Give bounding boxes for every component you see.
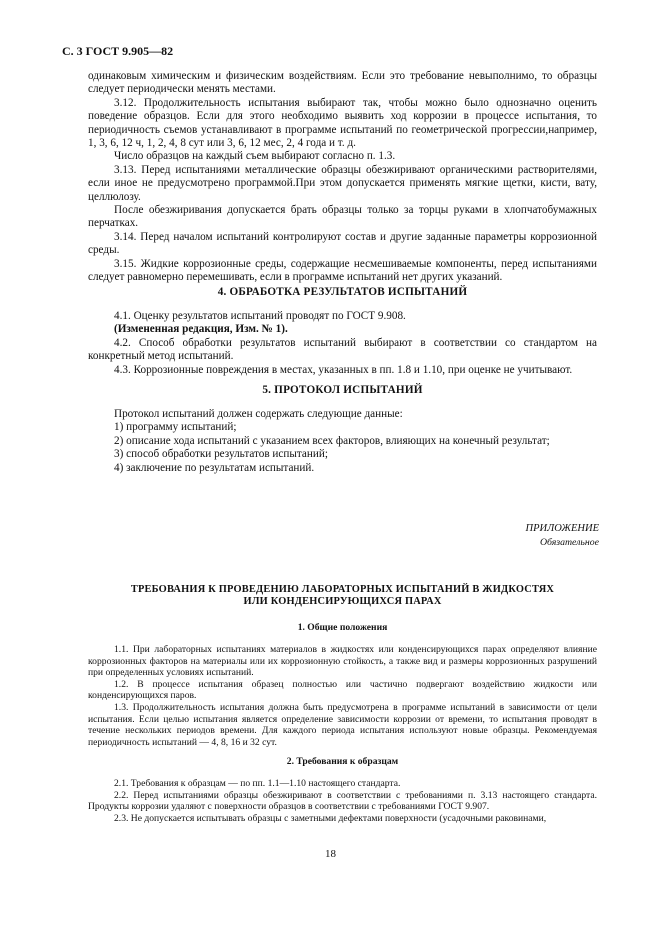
appendix-section2-title: 2. Требования к образцам: [286, 756, 399, 767]
appendix-title-line: ИЛИ КОНДЕНСИРУЮЩИХСЯ ПАРАХ: [243, 596, 442, 607]
section4-title: 4. ОБРАБОТКА РЕЗУЛЬТАТОВ ИСПЫТАНИЙ: [217, 286, 468, 298]
section5-title: 5. ПРОТОКОЛ ИСПЫТАНИЙ: [262, 384, 423, 396]
paragraph-3-15: 3.15. Жидкие коррозионные среды, содержащие несмешиваемые компоненты, перед испытаниями следует равномерно перемешивать, если в программе испытаний нет других указаний.: [88, 257, 597, 284]
appendix-section2-body: [88, 778, 597, 824]
paragraph-3-12: 3.12. Продолжительность испытания выбирают так, чтобы можно было однозначно оценить поведение образцов. Если для этого необходимо выявить ход коррозии в процессе испытания, то периодичность съемов устанавливают в программе испытаний по геометрической прогрессии,например, 1, 3, 6, 12 ч, 1, 2, 4, 8 сут или 3, 6, 12 мес, 2, 4 года и т. д.: [88, 96, 597, 150]
paragraph: После обезжиривания допускается брать образцы только за торцы руками в хлопчатобумажных перчатках.: [88, 204, 597, 230]
list-item: 2) описание хода испытаний с указанием всех факторов, влияющих на конечный результат;: [114, 434, 550, 447]
list-item: 1) программу испытаний;: [114, 421, 237, 434]
paragraph-2-2: 2.2. Перед испытаниями образцы обезжиривают в соответствии с требованиями п. 3.13 настоящего стандарта. Продукты коррозии удаляют с поверхности образцов в соответствии с требованиями ГОСТ 9.907.: [88, 789, 597, 813]
section4-body: [88, 310, 597, 377]
appendix-status: Обязательное: [539, 537, 599, 548]
paragraph-4-3: 4.3. Коррозионные повреждения в местах, указанных в пп. 1.8 и 1.10, при оценке не учитывают.: [114, 363, 573, 376]
paragraph-3-13: 3.13. Перед испытаниями металлические образцы обезжиривают органическими растворителями, если иное не предусмотрено программой.При этом допускается применять мягкие щетки, кисти, вату, целлюлозу.: [88, 163, 597, 203]
paragraph-1-2: 1.2. В процессе испытания образец полностью или частично подвергают воздействию жидкости или конденсирующихся паров.: [88, 678, 597, 702]
list-item: 4) заключение по результатам испытаний.: [114, 461, 315, 474]
paragraph-3-14: 3.14. Перед началом испытаний контролируют состав и другие заданные параметры коррозионной среды.: [88, 230, 597, 257]
list-item: 3) способ обработки результатов испытаний;: [114, 448, 328, 461]
page-number: 18: [325, 848, 336, 860]
paragraph-4-2: 4.2. Способ обработки результатов испытаний выбирают в соответствии со стандартом на конкретный метод испытаний.: [88, 336, 597, 363]
appendix-label: ПРИЛОЖЕНИЕ: [525, 523, 599, 534]
paragraph-4-1: 4.1. Оценку результатов испытаний проводят по ГОСТ 9.908.: [114, 310, 406, 322]
appendix-title: [88, 584, 597, 608]
amendment-note: (Измененная редакция, Изм. № 1).: [114, 323, 288, 336]
paragraph: одинаковым химическим и физическим воздействиям. Если это требование невыполнимо, то образцы следует периодически менять местами.: [88, 70, 597, 96]
paragraph-1-1: 1.1. При лабораторных испытаниях материалов в жидкостях или конденсирующихся парах определяют влияние коррозионных факторов на материалы или их коррозионную стойкость, а также вид и размеры коррозионных разрушений при определенных условиях испытаний.: [88, 644, 597, 679]
appendix-title-line: ТРЕБОВАНИЯ К ПРОВЕДЕНИЮ ЛАБОРАТОРНЫХ ИСПЫТАНИЙ В ЖИДКОСТЯХ: [130, 584, 555, 595]
section3-continuation: [88, 70, 597, 285]
section5-body: [88, 408, 597, 475]
paragraph-1-3: 1.3. Продолжительность испытания должна быть предусмотрена в программе испытаний в зависимости от цели испытания. Если целью испытания является определение зависимости коррозии от времени, то испытания проводят в течение нескольких периодов времени. Для каждого периода испытания используют новые образцы. Рекомендуемая периодичность испытаний — 4, 8, 16 и 32 сут.: [88, 701, 597, 748]
paragraph-2-3: 2.3. Не допускается испытывать образцы с заметными дефектами поверхности (усадочными раковинами,: [114, 812, 547, 824]
paragraph-2-1: 2.1. Требования к образцам — по пп. 1.1—1.10 настоящего стандарта.: [114, 778, 401, 789]
protocol-intro: Протокол испытаний должен содержать следующие данные:: [114, 408, 403, 420]
paragraph: Число образцов на каждый съем выбирают согласно п. 1.3.: [114, 150, 396, 163]
appendix-section1-body: [88, 644, 597, 748]
appendix-section1-title: 1. Общие положения: [297, 622, 388, 633]
running-header: С. 3 ГОСТ 9.905—82: [62, 44, 174, 58]
